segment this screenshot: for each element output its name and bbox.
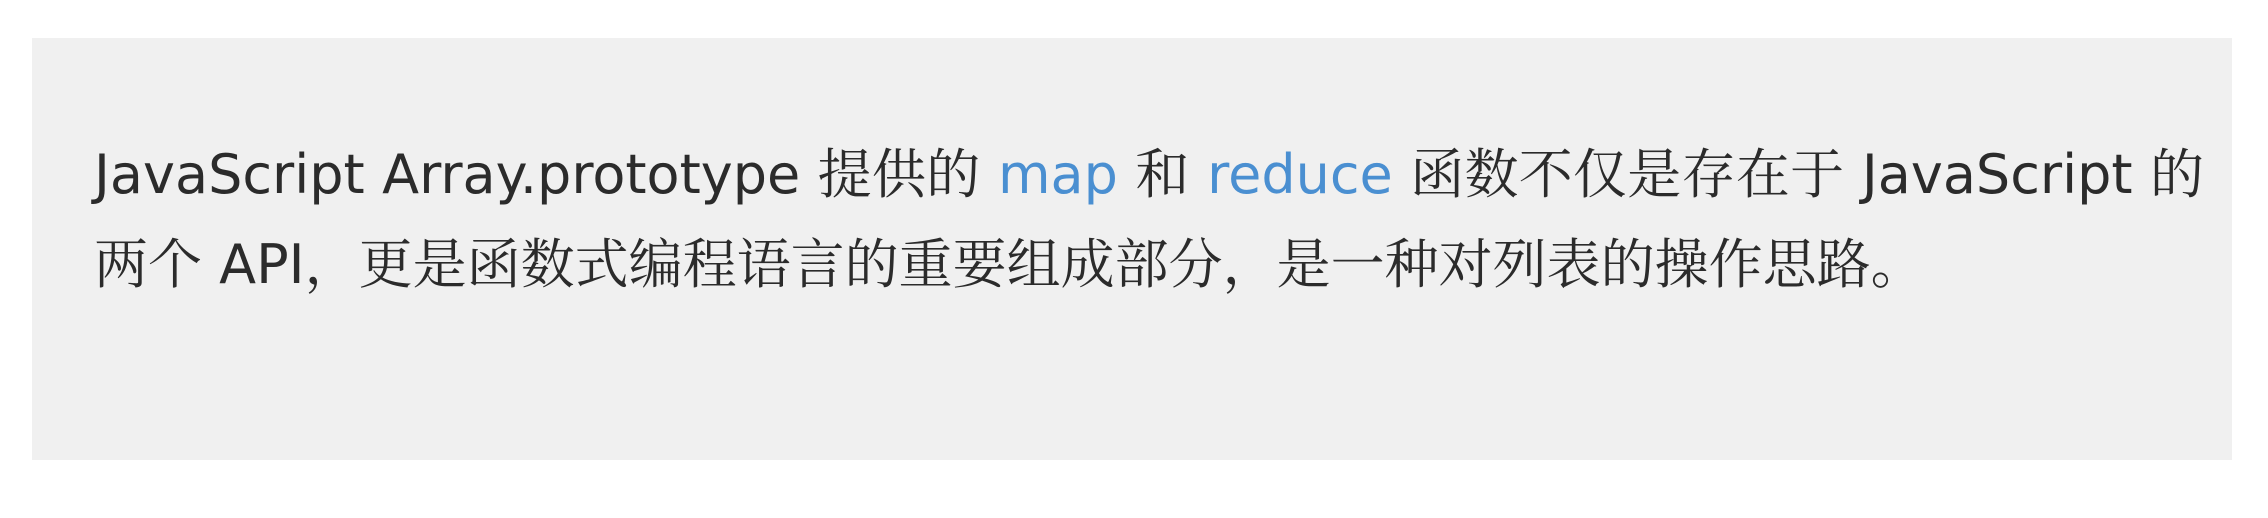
keyword-map: map [997, 143, 1118, 206]
callout-paragraph [94, 130, 2204, 310]
text-segment-3: 函数不仅是存在于 JavaScript 的两个 API，更是函数式编程语言的重要组成部分，是一种对列表的操作思路。 [94, 143, 2204, 296]
text-segment-2: 和 [1117, 143, 1208, 206]
callout-box [32, 38, 2232, 460]
text-segment-1: JavaScript Array.prototype 提供的 [94, 143, 998, 206]
keyword-reduce: reduce [1207, 143, 1393, 206]
